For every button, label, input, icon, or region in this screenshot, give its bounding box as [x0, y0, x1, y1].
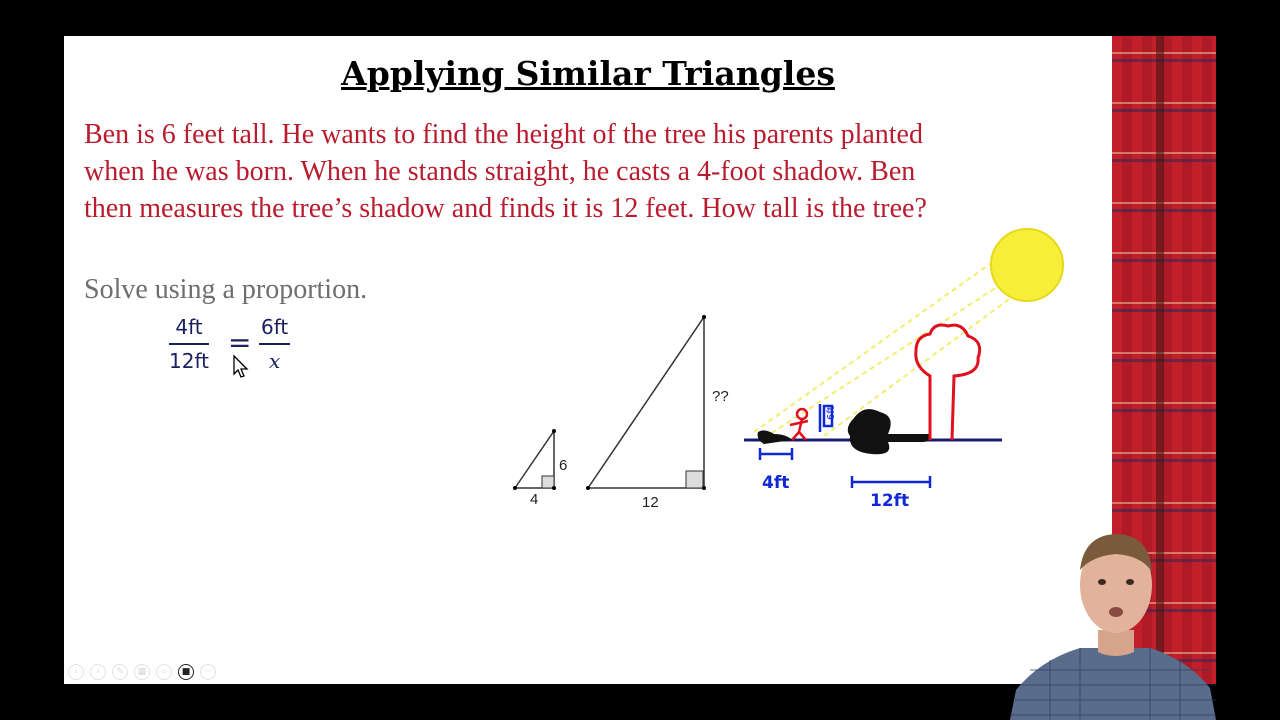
problem-line: then measures the tree’s shadow and finds it is 12 feet. How tall is the tree?: [84, 193, 927, 224]
small-triangle: [513, 429, 567, 508]
small-triangle-height-label: 6: [559, 457, 568, 474]
large-triangle: [586, 315, 729, 511]
diagram-area: [64, 36, 1112, 684]
tree-shadow-annotation: 12ft: [870, 491, 910, 511]
fraction-denominator: x: [268, 349, 281, 373]
fraction-numerator: 6ft: [259, 315, 290, 345]
presenter-video: [1010, 520, 1216, 720]
fraction-numerator: 4ft: [169, 315, 209, 345]
sun-icon: [991, 229, 1063, 301]
small-triangle-base-label: 4: [530, 491, 539, 508]
equals-sign: =: [228, 326, 252, 359]
slides-icon[interactable]: ▦: [134, 664, 150, 680]
person-shadow-annotation: 4ft: [762, 473, 790, 493]
pen-icon[interactable]: ✎: [112, 664, 128, 680]
forward-icon[interactable]: ›: [90, 664, 106, 680]
zoom-icon[interactable]: ⌕: [156, 664, 172, 680]
tree-shadow: [848, 409, 931, 454]
shadow-sketch: [744, 229, 1063, 511]
person-height-annotation: 6ft: [826, 406, 837, 420]
person-figure: [790, 409, 808, 440]
person-shadow: [758, 430, 792, 444]
problem-line: Ben is 6 feet tall. He wants to find the height of the tree his parents planted: [84, 119, 923, 150]
large-triangle-base-label: 12: [642, 494, 659, 511]
more-icon[interactable]: ⋯: [200, 664, 216, 680]
slide-title: Applying Similar Triangles: [341, 54, 835, 93]
slide: [64, 36, 1112, 684]
fraction-denominator: 12ft: [169, 349, 209, 373]
solve-prompt: Solve using a proportion.: [84, 274, 368, 305]
large-triangle-height-label: ??: [712, 388, 729, 405]
sun-rays: [754, 261, 1024, 438]
tree-figure: [916, 325, 980, 440]
camera-icon[interactable]: ■: [178, 664, 194, 680]
slideshow-toolbar: [68, 664, 216, 680]
problem-line: when he was born. When he stands straight, he casts a 4-foot shadow. Ben: [84, 156, 916, 187]
back-icon[interactable]: ‹: [68, 664, 84, 680]
